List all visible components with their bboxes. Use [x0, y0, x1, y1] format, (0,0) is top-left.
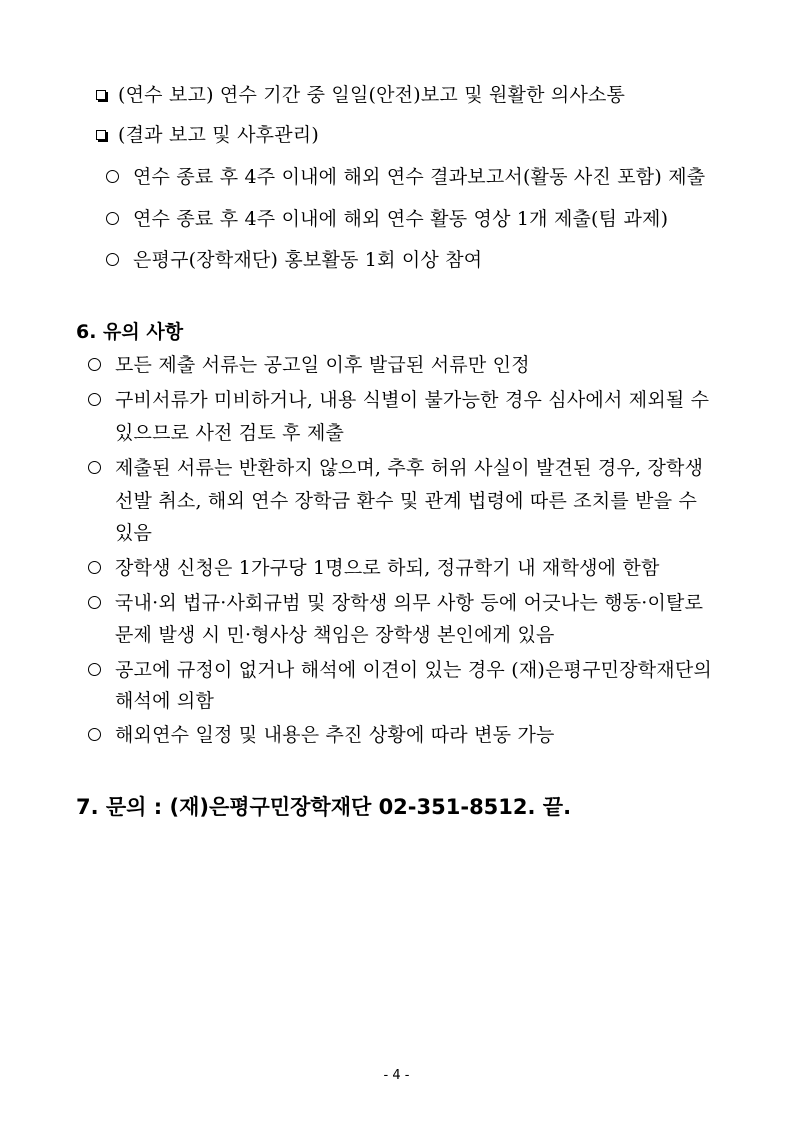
- circle-bullet-icon: [88, 596, 101, 609]
- page-number: - 4 -: [383, 1068, 410, 1083]
- notice-item-continuation: 문제 발생 시 민·형사상 책임은 장학생 본인에게 있음: [115, 624, 555, 646]
- circle-bullet-icon: [88, 663, 101, 676]
- report-item-result: (결과 보고 및 사후관리): [96, 124, 319, 146]
- notice-item: 모든 제출 서류는 공고일 이후 발급된 서류만 인정: [88, 354, 530, 376]
- notice-item: 국내·외 법규·사회규범 및 장학생 의무 사항 등에 어긋나는 행동·이탈로: [88, 592, 703, 614]
- report-item-daily: (연수 보고) 연수 기간 중 일일(안전)보고 및 원활한 의사소통: [96, 84, 625, 106]
- section-7-contact: 7. 문의 : (재)은평구민장학재단 02-351-8512. 끝.: [76, 795, 572, 819]
- circle-bullet-icon: [88, 728, 101, 741]
- circle-bullet-icon: [88, 561, 101, 574]
- report-subitem: 연수 종료 후 4주 이내에 해외 연수 활동 영상 1개 제출(팀 과제): [106, 208, 668, 230]
- notice-item: 공고에 규정이 없거나 해석에 이견이 있는 경우 (재)은평구민장학재단의: [88, 659, 712, 681]
- notice-item: 구비서류가 미비하거나, 내용 식별이 불가능한 경우 심사에서 제외될 수: [88, 389, 709, 411]
- circle-bullet-icon: [106, 170, 119, 183]
- circle-bullet-icon: [106, 253, 119, 266]
- report-subitem: 연수 종료 후 4주 이내에 해외 연수 결과보고서(활동 사진 포함) 제출: [106, 166, 705, 188]
- notice-item-continuation: 있으므로 사전 검토 후 제출: [115, 422, 345, 444]
- notice-item: 장학생 신청은 1가구당 1명으로 하되, 정규학기 내 재학생에 한함: [88, 557, 660, 579]
- section-6-title: 6. 유의 사항: [76, 321, 184, 343]
- report-subitem: 은평구(장학재단) 홍보활동 1회 이상 참여: [106, 249, 482, 271]
- circle-bullet-icon: [88, 393, 101, 406]
- notice-item: 제출된 서류는 반환하지 않으며, 추후 허위 사실이 발견된 경우, 장학생: [88, 457, 703, 479]
- circle-bullet-icon: [88, 461, 101, 474]
- square-bullet-icon: [96, 130, 106, 140]
- notice-item: 해외연수 일정 및 내용은 추진 상황에 따라 변동 가능: [88, 724, 555, 746]
- circle-bullet-icon: [106, 212, 119, 225]
- square-bullet-icon: [96, 90, 106, 100]
- notice-item-continuation: 선발 취소, 해외 연수 장학금 환수 및 관계 법령에 따른 조치를 받을 수: [115, 490, 698, 512]
- circle-bullet-icon: [88, 358, 101, 371]
- notice-item-continuation: 해석에 의함: [115, 690, 215, 712]
- notice-item-continuation: 있음: [115, 522, 153, 544]
